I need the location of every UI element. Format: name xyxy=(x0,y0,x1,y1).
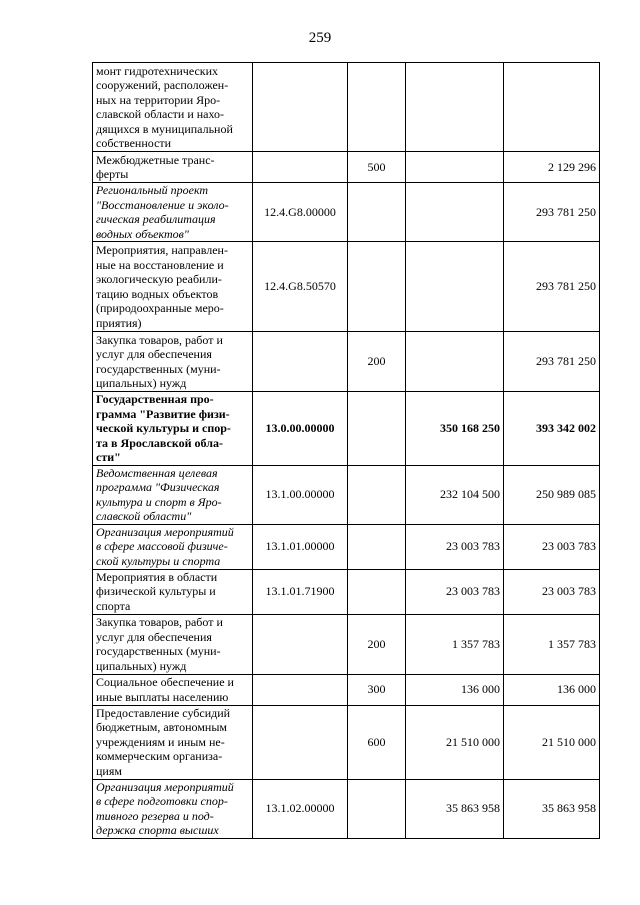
row-type-cell: 600 xyxy=(348,705,406,779)
row-code-cell: 12.4.G8.50570 xyxy=(253,242,348,332)
row-amount-year1-cell: 1 357 783 xyxy=(406,614,504,674)
row-name-cell: Межбюджетные транс- ферты xyxy=(93,152,253,183)
row-type-cell xyxy=(348,392,406,466)
table-row xyxy=(93,465,600,524)
row-name-cell: Ведомственная целевая программа "Физическая культура и спорт в Яро- славской области" xyxy=(93,465,253,524)
table-row xyxy=(93,152,600,183)
row-name-cell: Социальное обеспечение и иные выплаты населению xyxy=(93,674,253,705)
row-amount-year2-cell: 136 000 xyxy=(504,674,600,705)
row-amount-year2-cell: 293 781 250 xyxy=(504,242,600,332)
row-amount-year1-cell xyxy=(406,63,504,152)
row-type-cell: 500 xyxy=(348,152,406,183)
table-row xyxy=(93,569,600,614)
row-amount-year1-cell: 23 003 783 xyxy=(406,524,504,569)
row-name-cell: Мероприятия, направлен- ные на восстановление и экологическую реабили- тацию водных объектов (природоохранные меро- приятия) xyxy=(93,242,253,332)
row-type-cell xyxy=(348,63,406,152)
table-row xyxy=(93,779,600,838)
row-amount-year2-cell: 393 342 002 xyxy=(504,392,600,466)
row-code-cell xyxy=(253,674,348,705)
row-name-cell: Предоставление субсидий бюджетным, автономным учреждениям и иным не- коммерческим организа- циям xyxy=(93,705,253,779)
table-row xyxy=(93,524,600,569)
table-row xyxy=(93,183,600,242)
row-amount-year1-cell: 35 863 958 xyxy=(406,779,504,838)
row-type-cell xyxy=(348,569,406,614)
row-type-cell: 200 xyxy=(348,332,406,392)
row-code-cell xyxy=(253,705,348,779)
row-name-cell: монт гидротехнических сооружений, расположен- ных на территории Яро- славской области и нахо- дящихся в муниципальной собственности xyxy=(93,63,253,152)
row-name-cell: Закупка товаров, работ и услуг для обеспечения государственных (муни- ципальных) нужд xyxy=(93,332,253,392)
row-code-cell: 13.1.01.71900 xyxy=(253,569,348,614)
row-type-cell xyxy=(348,524,406,569)
row-amount-year2-cell: 23 003 783 xyxy=(504,569,600,614)
table-row xyxy=(93,332,600,392)
table-row xyxy=(93,242,600,332)
table-row xyxy=(93,674,600,705)
row-name-cell: Закупка товаров, работ и услуг для обеспечения государственных (муни- ципальных) нужд xyxy=(93,614,253,674)
table-row xyxy=(93,63,600,152)
row-amount-year1-cell: 23 003 783 xyxy=(406,569,504,614)
row-amount-year1-cell xyxy=(406,152,504,183)
row-code-cell: 13.0.00.00000 xyxy=(253,392,348,466)
row-name-cell: Мероприятия в области физической культуры и спорта xyxy=(93,569,253,614)
row-type-cell xyxy=(348,183,406,242)
budget-table xyxy=(92,62,600,839)
row-type-cell xyxy=(348,779,406,838)
row-name-cell: Государственная про- грамма "Развитие физи- ческой культуры и спор- та в Ярославской обла- сти" xyxy=(93,392,253,466)
row-amount-year1-cell: 232 104 500 xyxy=(406,465,504,524)
row-amount-year2-cell: 23 003 783 xyxy=(504,524,600,569)
row-amount-year2-cell: 250 989 085 xyxy=(504,465,600,524)
row-name-cell: Организация мероприятий в сфере массовой физиче- ской культуры и спорта xyxy=(93,524,253,569)
row-type-cell: 300 xyxy=(348,674,406,705)
table-row xyxy=(93,392,600,466)
row-code-cell: 13.1.02.00000 xyxy=(253,779,348,838)
row-amount-year1-cell: 136 000 xyxy=(406,674,504,705)
row-amount-year1-cell: 21 510 000 xyxy=(406,705,504,779)
row-amount-year1-cell xyxy=(406,183,504,242)
row-amount-year2-cell: 2 129 296 xyxy=(504,152,600,183)
row-code-cell xyxy=(253,614,348,674)
row-amount-year1-cell: 350 168 250 xyxy=(406,392,504,466)
row-amount-year2-cell: 293 781 250 xyxy=(504,183,600,242)
row-code-cell: 12.4.G8.00000 xyxy=(253,183,348,242)
row-code-cell: 13.1.01.00000 xyxy=(253,524,348,569)
row-amount-year2-cell: 35 863 958 xyxy=(504,779,600,838)
row-type-cell xyxy=(348,465,406,524)
row-type-cell: 200 xyxy=(348,614,406,674)
table-row xyxy=(93,614,600,674)
row-name-cell: Организация мероприятий в сфере подготовки спор- тивного резерва и под- держка спорта высших xyxy=(93,779,253,838)
table-row xyxy=(93,705,600,779)
row-name-cell: Региональный проект "Восстановление и эколо- гическая реабилитация водных объектов" xyxy=(93,183,253,242)
row-code-cell xyxy=(253,332,348,392)
row-amount-year1-cell xyxy=(406,332,504,392)
row-amount-year2-cell xyxy=(504,63,600,152)
page-number: 259 xyxy=(308,30,332,46)
row-amount-year1-cell xyxy=(406,242,504,332)
budget-table-body xyxy=(93,63,600,839)
row-code-cell xyxy=(253,63,348,152)
row-code-cell: 13.1.00.00000 xyxy=(253,465,348,524)
row-amount-year2-cell: 1 357 783 xyxy=(504,614,600,674)
row-amount-year2-cell: 21 510 000 xyxy=(504,705,600,779)
row-code-cell xyxy=(253,152,348,183)
row-type-cell xyxy=(348,242,406,332)
row-amount-year2-cell: 293 781 250 xyxy=(504,332,600,392)
